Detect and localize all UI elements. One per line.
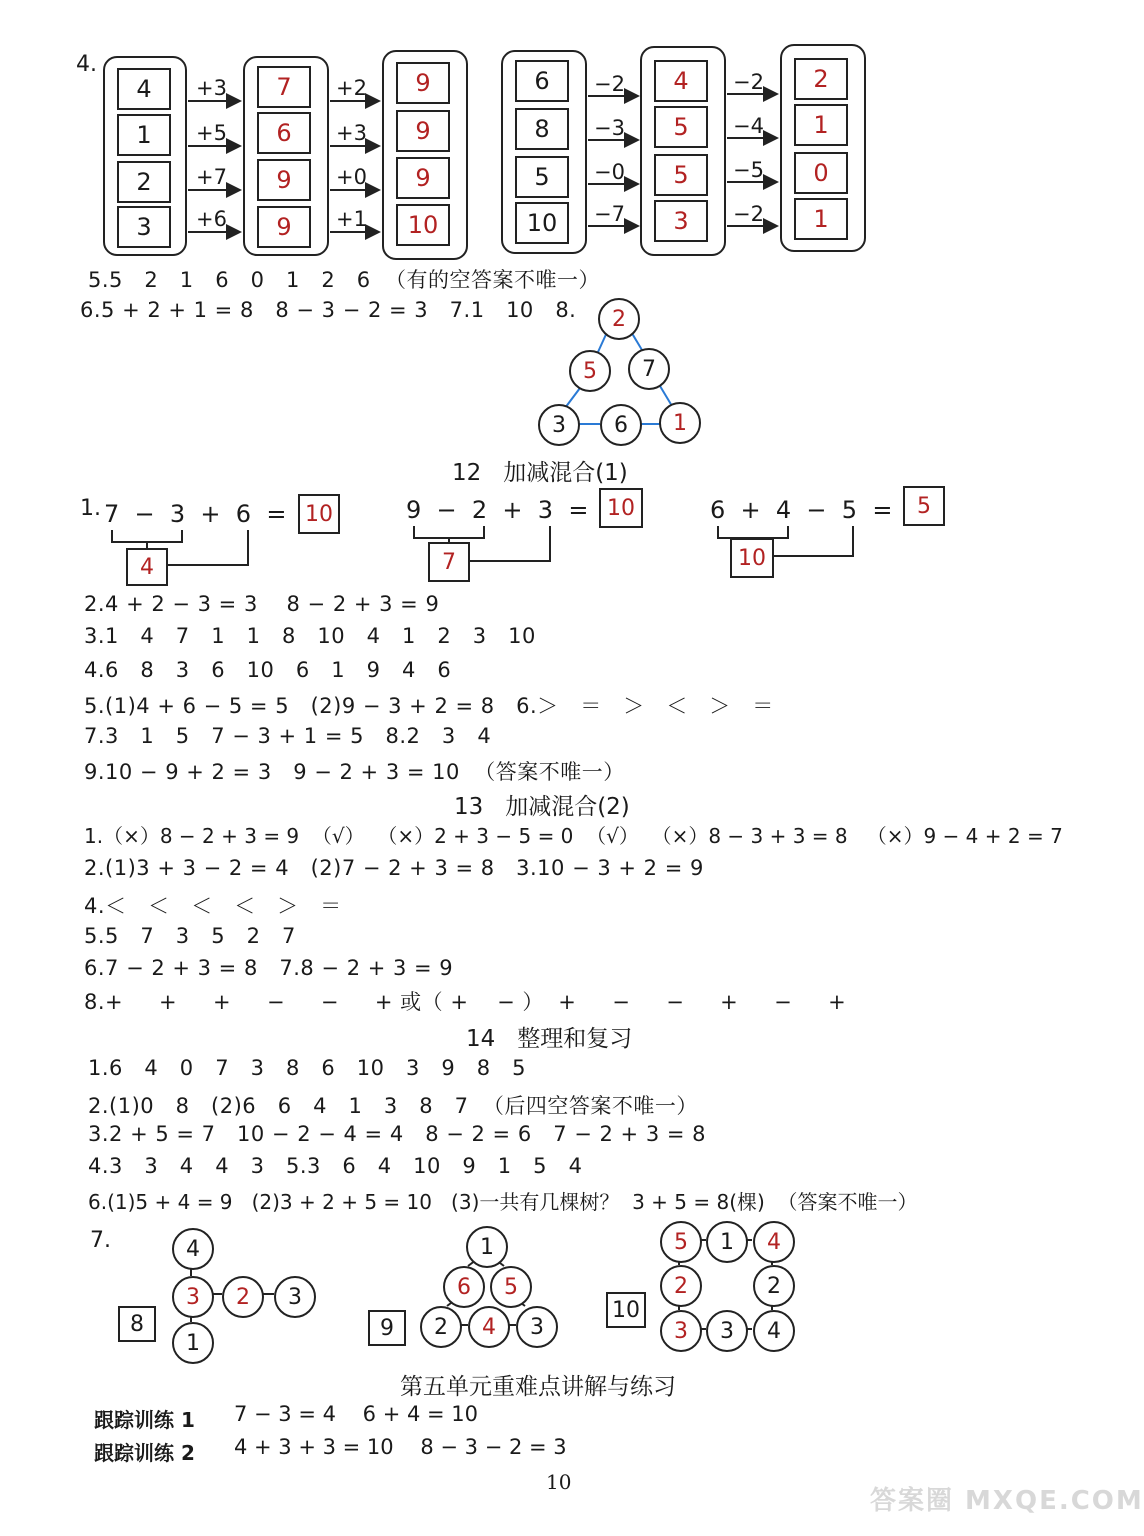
q4-left-c1-0: 4 <box>117 68 171 110</box>
q4-label: 4. <box>76 52 97 77</box>
sec14-line-2: 2.(1)0 8 (2)6 6 4 1 3 8 7 （后四空答案不唯一） <box>88 1094 698 1118</box>
watermark-logo: 答案圈 MXQE.COM <box>870 1486 1144 1516</box>
sec12-line-4: 4.6 8 3 6 10 6 1 9 4 6 <box>84 658 452 682</box>
triangle-node-bottom-middle: 6 <box>600 404 642 446</box>
sec14-line-3: 3.2 + 5 = 7 10 − 2 − 4 = 4 8 − 2 = 6 7 − 2 + 3 = 8 <box>88 1122 706 1146</box>
sec12-line-7: 7.3 1 5 7 − 3 + 1 = 5 8.2 3 4 <box>84 724 492 748</box>
sec12-line-5: 5.(1)4 + 6 − 5 = 5 (2)9 − 3 + 2 = 8 6.＞ ＝ ＞ ＜ ＞ ＝ <box>84 694 774 718</box>
q4-right-c3-1: 1 <box>794 104 848 146</box>
q4-right-c3-3: 1 <box>794 198 848 240</box>
sec12-eq2-expression: 9 − 2 + 3 = <box>406 496 589 524</box>
page-number: 10 <box>546 1470 572 1494</box>
triangle-node-right: 7 <box>628 348 670 390</box>
fig3-node-top-left: 5 <box>660 1221 702 1263</box>
q4-left-c3-3: 10 <box>396 204 450 246</box>
sec13-line-1: 1.（×）8 − 2 + 3 = 9 （√） （×）2 + 3 − 5 = 0 （√） （×）8 − 3 + 3 = 8 （×）9 − 4 + 2 = 7 <box>84 824 1063 848</box>
sec12-eq3-partial: 10 <box>730 538 774 578</box>
q4-left-c2-2: 9 <box>257 159 311 201</box>
tracking-exercise-1-answer: 7 − 3 = 4 6 + 4 = 10 <box>234 1402 479 1426</box>
sec12-eq2-answer: 10 <box>599 488 643 528</box>
tracking-exercise-2-answer: 4 + 3 + 3 = 10 8 − 3 − 2 = 3 <box>234 1435 567 1459</box>
q4-left-op1-0: +3 <box>196 76 227 100</box>
q4-left-op1-2: +7 <box>196 165 227 189</box>
sec13-line-6: 6.7 − 2 + 3 = 8 7.8 − 2 + 3 = 9 <box>84 956 454 980</box>
q4-left-c1-2: 2 <box>117 161 171 203</box>
q4-left-c2-3: 9 <box>257 206 311 248</box>
triangle-node-bottom-left: 3 <box>538 404 580 446</box>
fig3-node-middle-left: 2 <box>660 1265 702 1307</box>
q4-left-op1-1: +5 <box>196 121 227 145</box>
sec12-eq3-expression: 6 + 4 − 5 = <box>710 496 893 524</box>
fig3-node-bottom-middle: 3 <box>706 1310 748 1352</box>
sec12-eq1-answer: 10 <box>298 494 340 534</box>
fig1-node-right-1: 2 <box>222 1276 264 1318</box>
sec12-eq1-expression: 7 − 3 + 6 = <box>104 500 287 528</box>
sec12-q1-label: 1. <box>80 496 101 521</box>
sec13-line-4: 4.＜ ＜ ＜ ＜ ＞ ＝ <box>84 894 342 918</box>
triangle-node-top: 2 <box>598 298 640 340</box>
unit5-title: 第五单元重难点讲解与练习 <box>400 1374 676 1400</box>
fig1-node-top: 4 <box>172 1228 214 1270</box>
answer-line-6: 6.5 + 2 + 1 = 8 8 − 3 − 2 = 3 7.1 10 8. <box>80 298 577 322</box>
sec14-line-1: 1.6 4 0 7 3 8 6 10 3 9 8 5 <box>88 1056 527 1080</box>
fig3-node-bottom-left: 3 <box>660 1310 702 1352</box>
fig2-node-bottom-right: 3 <box>516 1306 558 1348</box>
fig2-node-top: 1 <box>466 1226 508 1268</box>
q4-right-op2-0: −2 <box>733 70 764 94</box>
q4-right-op1-2: −0 <box>594 160 625 184</box>
section-12-title: 12 加减混合(1) <box>452 460 628 486</box>
q4-right-op1-1: −3 <box>594 116 625 140</box>
fig2-node-left: 6 <box>443 1266 485 1308</box>
tracking-exercise-2-label: 跟踪训练 2 <box>94 1441 195 1465</box>
fig2-node-bottom-left: 2 <box>420 1306 462 1348</box>
q4-right-c3-0: 2 <box>794 58 848 100</box>
answer-line-5: 5.5 2 1 6 0 1 2 6 （有的空答案不唯一） <box>88 268 600 292</box>
sec13-line-8: 8.+ + + − − + 或（ + − ） + − − + − + <box>84 990 847 1014</box>
q4-left-c2-0: 7 <box>257 66 311 108</box>
sec14-line-4: 4.3 3 4 4 3 5.3 6 4 10 9 1 5 4 <box>88 1154 583 1178</box>
fig3-node-top-right: 4 <box>753 1221 795 1263</box>
triangle-node-bottom-right: 1 <box>659 402 701 444</box>
q4-left-op2-2: +0 <box>336 165 367 189</box>
fig3-node-middle-right: 2 <box>753 1265 795 1307</box>
q4-right-c2-0: 4 <box>654 60 708 102</box>
fig1-node-center: 3 <box>172 1276 214 1318</box>
q4-left-c1-1: 1 <box>117 114 171 156</box>
q4-right-c3-2: 0 <box>794 152 848 194</box>
q4-left-c2-1: 6 <box>257 112 311 154</box>
section-14-title: 14 整理和复习 <box>466 1026 633 1052</box>
q4-left-c3-1: 9 <box>396 110 450 152</box>
fig2-sum-box: 9 <box>368 1310 406 1346</box>
sec12-eq3-answer: 5 <box>903 486 945 526</box>
sec13-line-2: 2.(1)3 + 3 − 2 = 4 (2)7 − 2 + 3 = 8 3.10 − 3 + 2 = 9 <box>84 856 704 880</box>
section-13-title: 13 加减混合(2) <box>454 794 630 820</box>
fig1-sum-box: 8 <box>118 1306 156 1342</box>
q4-right-op2-2: −5 <box>733 158 764 182</box>
q4-right-c1-2: 5 <box>515 156 569 198</box>
sec12-line-3: 3.1 4 7 1 1 8 10 4 1 2 3 10 <box>84 624 536 648</box>
sec12-line-2: 2.4 + 2 − 3 = 3 8 − 2 + 3 = 9 <box>84 592 440 616</box>
fig3-sum-box: 10 <box>606 1292 646 1328</box>
sec12-line-9: 9.10 − 9 + 2 = 3 9 − 2 + 3 = 10 （答案不唯一） <box>84 760 625 784</box>
q4-right-op2-1: −4 <box>733 114 764 138</box>
sec14-line-6: 6.(1)5 + 4 = 9 (2)3 + 2 + 5 = 10 (3)一共有几棵树？ 3 + 5 = 8(棵) （答案不唯一） <box>88 1190 918 1214</box>
q4-right-c2-2: 5 <box>654 154 708 196</box>
q4-left-op2-0: +2 <box>336 76 367 100</box>
sec12-eq1-partial: 4 <box>126 548 168 586</box>
q4-left-c1-3: 3 <box>117 206 171 248</box>
q4-right-c2-3: 3 <box>654 200 708 242</box>
fig3-node-top-middle: 1 <box>706 1221 748 1263</box>
q4-left-c3-0: 9 <box>396 62 450 104</box>
q4-left-op1-3: +6 <box>196 207 227 231</box>
sec13-line-5: 5.5 7 3 5 2 7 <box>84 924 296 948</box>
q4-left-op2-3: +1 <box>336 207 367 231</box>
fig2-node-right: 5 <box>490 1266 532 1308</box>
fig1-node-right-2: 3 <box>274 1276 316 1318</box>
q4-right-c1-0: 6 <box>515 60 569 102</box>
q4-right-c2-1: 5 <box>654 106 708 148</box>
triangle-node-left: 5 <box>569 350 611 392</box>
fig3-node-bottom-right: 4 <box>753 1310 795 1352</box>
q4-right-op1-3: −7 <box>594 202 625 226</box>
sec12-eq2-partial: 7 <box>428 542 470 582</box>
tracking-exercise-1-label: 跟踪训练 1 <box>94 1408 195 1432</box>
q4-right-op1-0: −2 <box>594 72 625 96</box>
fig2-node-bottom-middle: 4 <box>468 1306 510 1348</box>
q4-right-c1-3: 10 <box>515 202 569 244</box>
q4-left-op2-1: +3 <box>336 121 367 145</box>
q4-right-op2-3: −2 <box>733 202 764 226</box>
q4-left-c3-2: 9 <box>396 157 450 199</box>
q4-right-c1-1: 8 <box>515 108 569 150</box>
fig1-node-bottom: 1 <box>172 1322 214 1364</box>
sec14-q7-label: 7. <box>90 1228 111 1253</box>
